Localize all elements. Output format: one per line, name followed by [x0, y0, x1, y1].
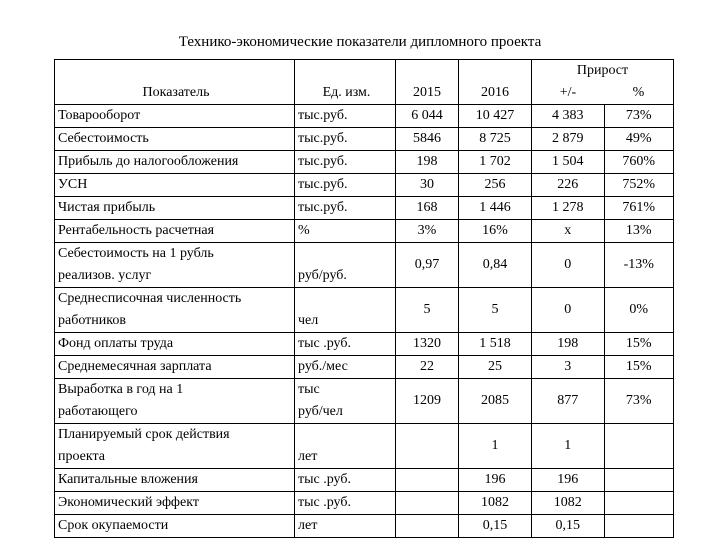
row-value-2015: 0,97 — [396, 243, 459, 288]
row-growth-abs: 1082 — [532, 492, 605, 515]
row-value-2015: 3% — [396, 220, 459, 243]
header-growth-pct: % — [604, 82, 674, 105]
row-label: Себестоимость — [55, 128, 295, 151]
row-label: Выработка в год на 1 работающего — [55, 379, 295, 424]
row-unit: руб/руб. — [295, 243, 396, 288]
row-value-2015: 1320 — [396, 333, 459, 356]
row-unit: тыс.руб. — [295, 128, 396, 151]
header-2016: 2016 — [459, 60, 532, 105]
row-unit: лет — [295, 424, 396, 469]
row-growth-pct: 13% — [604, 220, 674, 243]
table-row — [55, 515, 674, 538]
row-label: УСН — [55, 174, 295, 197]
row-unit: тыс.руб. — [295, 174, 396, 197]
header-2015: 2015 — [396, 60, 459, 105]
row-value-2016: 1 702 — [459, 151, 532, 174]
row-growth-pct — [604, 424, 674, 469]
row-growth-pct: 752% — [604, 174, 674, 197]
row-growth-pct: 15% — [604, 356, 674, 379]
row-unit: чел — [295, 288, 396, 333]
row-label: Срок окупаемости — [55, 515, 295, 538]
table-row — [55, 197, 674, 220]
row-growth-abs: 0 — [532, 243, 605, 288]
row-growth-abs: 1 504 — [532, 151, 605, 174]
table-row — [55, 469, 674, 492]
row-growth-pct: 49% — [604, 128, 674, 151]
row-growth-pct: 0% — [604, 288, 674, 333]
row-label: Капитальные вложения — [55, 469, 295, 492]
row-growth-abs: 3 — [532, 356, 605, 379]
row-growth-pct: 761% — [604, 197, 674, 220]
row-label: Среднемесячная зарплата — [55, 356, 295, 379]
row-growth-abs: 0 — [532, 288, 605, 333]
row-value-2015: 5 — [396, 288, 459, 333]
row-growth-abs: 226 — [532, 174, 605, 197]
row-value-2015: 22 — [396, 356, 459, 379]
row-growth-pct — [604, 469, 674, 492]
row-value-2015: 5846 — [396, 128, 459, 151]
row-label: Себестоимость на 1 рубль реализов. услуг — [55, 243, 295, 288]
row-label: Рентабельность расчетная — [55, 220, 295, 243]
header-indicator: Показатель — [55, 60, 295, 105]
row-unit: тыс .руб. — [295, 469, 396, 492]
row-label: Чистая прибыль — [55, 197, 295, 220]
row-value-2016: 1082 — [459, 492, 532, 515]
document-title: Технико-экономические показатели дипломного проекта — [178, 34, 542, 50]
row-growth-abs: 198 — [532, 333, 605, 356]
row-value-2016: 0,84 — [459, 243, 532, 288]
table-row — [55, 492, 674, 515]
row-value-2016: 8 725 — [459, 128, 532, 151]
row-value-2015: 168 — [396, 197, 459, 220]
row-unit: тыс.руб. — [295, 197, 396, 220]
row-value-2016: 25 — [459, 356, 532, 379]
row-growth-pct: 760% — [604, 151, 674, 174]
table-row — [55, 424, 674, 469]
row-value-2016: 16% — [459, 220, 532, 243]
row-growth-abs: 1 278 — [532, 197, 605, 220]
row-growth-abs: 877 — [532, 379, 605, 424]
table-row — [55, 151, 674, 174]
row-unit: тыс .руб. — [295, 492, 396, 515]
table-row — [55, 379, 674, 424]
row-growth-abs: 1 — [532, 424, 605, 469]
row-unit: лет — [295, 515, 396, 538]
row-value-2016: 256 — [459, 174, 532, 197]
row-growth-abs: х — [532, 220, 605, 243]
row-value-2015: 30 — [396, 174, 459, 197]
header-growth-abs: +/- — [532, 82, 605, 105]
row-label: Прибыль до налогообложения — [55, 151, 295, 174]
table-row — [55, 128, 674, 151]
row-value-2015 — [396, 515, 459, 538]
row-growth-pct: 73% — [604, 105, 674, 128]
row-growth-pct: 15% — [604, 333, 674, 356]
row-unit: % — [295, 220, 396, 243]
row-value-2015 — [396, 469, 459, 492]
row-growth-abs: 2 879 — [532, 128, 605, 151]
row-growth-abs: 0,15 — [532, 515, 605, 538]
row-value-2016: 10 427 — [459, 105, 532, 128]
row-unit: тыс руб/чел — [295, 379, 396, 424]
row-unit: тыс.руб. — [295, 105, 396, 128]
row-unit: тыс.руб. — [295, 151, 396, 174]
row-unit: руб./мес — [295, 356, 396, 379]
table-row — [55, 105, 674, 128]
indicators-table — [54, 59, 674, 538]
row-value-2015 — [396, 492, 459, 515]
row-label: Товарооборот — [55, 105, 295, 128]
row-value-2015: 198 — [396, 151, 459, 174]
table-row — [55, 356, 674, 379]
row-value-2016: 5 — [459, 288, 532, 333]
row-value-2015: 6 044 — [396, 105, 459, 128]
row-value-2015 — [396, 424, 459, 469]
table-row — [55, 220, 674, 243]
row-label: Среднесписочная численность работников — [55, 288, 295, 333]
table-row — [55, 174, 674, 197]
row-growth-pct: 73% — [604, 379, 674, 424]
row-unit: тыс .руб. — [295, 333, 396, 356]
row-value-2015: 1209 — [396, 379, 459, 424]
row-growth-pct: -13% — [604, 243, 674, 288]
row-growth-abs: 196 — [532, 469, 605, 492]
row-label: Фонд оплаты труда — [55, 333, 295, 356]
row-label: Планируемый срок действия проекта — [55, 424, 295, 469]
table-row — [55, 333, 674, 356]
row-value-2016: 0,15 — [459, 515, 532, 538]
table-row — [55, 288, 674, 333]
row-growth-pct — [604, 492, 674, 515]
row-growth-pct — [604, 515, 674, 538]
row-value-2016: 1 446 — [459, 197, 532, 220]
header-row — [55, 60, 674, 83]
row-value-2016: 2085 — [459, 379, 532, 424]
header-growth: Прирост — [532, 60, 674, 83]
row-value-2016: 1 — [459, 424, 532, 469]
header-unit: Ед. изм. — [295, 60, 396, 105]
row-value-2016: 1 518 — [459, 333, 532, 356]
table-row — [55, 243, 674, 288]
row-value-2016: 196 — [459, 469, 532, 492]
row-label: Экономический эффект — [55, 492, 295, 515]
row-growth-abs: 4 383 — [532, 105, 605, 128]
